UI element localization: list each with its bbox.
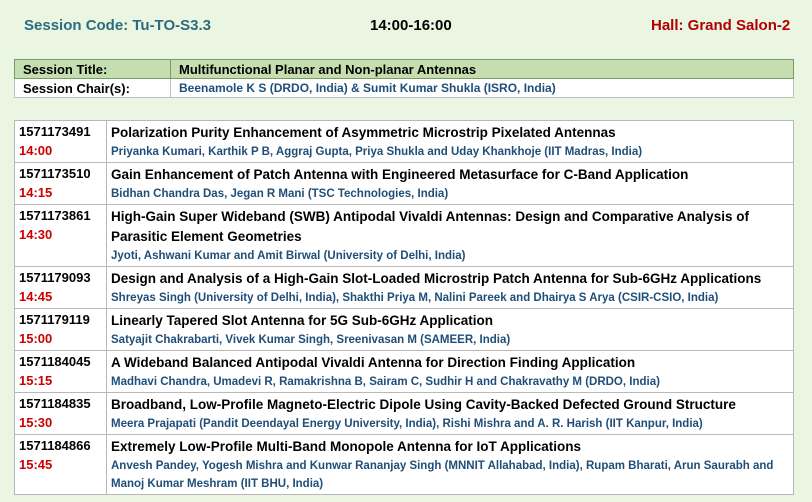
paper-time: 15:30 bbox=[19, 415, 53, 430]
paper-row bbox=[15, 121, 794, 163]
session-chair-label: Session Chair(s): bbox=[15, 79, 171, 98]
session-title-value: Multifunctional Planar and Non-planar Antennas bbox=[171, 60, 794, 79]
paper-time: 14:00 bbox=[19, 143, 53, 158]
paper-authors: Satyajit Chakrabarti, Vivek Kumar Singh, Sreenivasan M (SAMEER, India) bbox=[111, 334, 511, 346]
paper-row bbox=[15, 393, 794, 435]
paper-time: 15:00 bbox=[19, 331, 53, 346]
paper-id: 1571173861 bbox=[19, 208, 91, 223]
paper-id: 1571179093 bbox=[19, 270, 91, 285]
paper-row bbox=[15, 351, 794, 393]
paper-id: 1571173491 bbox=[19, 124, 91, 139]
paper-title: Polarization Purity Enhancement of Asymmetric Microstrip Pixelated Antennas bbox=[111, 125, 616, 140]
paper-title: High-Gain Super Wideband (SWB) Antipodal Vivaldi Antennas: Design and Comparative Analysis of Parasitic Element Geometries bbox=[111, 209, 749, 244]
session-hall: Hall: Grand Salon-2 bbox=[651, 17, 791, 34]
paper-id: 1571179119 bbox=[19, 312, 90, 327]
paper-time: 14:15 bbox=[19, 185, 53, 200]
session-title-row bbox=[15, 60, 794, 79]
paper-id: 1571184045 bbox=[19, 354, 91, 369]
paper-authors: Shreyas Singh (University of Delhi, India), Shakthi Priya M, Nalini Pareek and Dhairya S Arya (CSIR-CSIO, India) bbox=[111, 292, 719, 304]
paper-title: Extremely Low-Profile Multi-Band Monopole Antenna for IoT Applications bbox=[111, 439, 582, 454]
paper-authors: Meera Prajapati (Pandit Deendayal Energy University, India), Rishi Mishra and A. R. Harish (IIT Kanpur, India) bbox=[111, 418, 703, 430]
paper-time: 14:45 bbox=[19, 289, 53, 304]
paper-id: 1571184866 bbox=[19, 438, 91, 453]
paper-title: Broadband, Low-Profile Magneto-Electric Dipole Using Cavity-Backed Defected Ground Structure bbox=[111, 397, 736, 412]
paper-title: Linearly Tapered Slot Antenna for 5G Sub-6GHz Application bbox=[111, 313, 494, 328]
paper-time: 15:45 bbox=[19, 457, 53, 472]
papers-table bbox=[14, 120, 794, 495]
session-header bbox=[0, 0, 812, 52]
paper-authors: Priyanka Kumari, Karthik P B, Aggraj Gupta, Priya Shukla and Uday Khankhoje (IIT Madras, India) bbox=[111, 146, 643, 158]
session-title-label: Session Title: bbox=[15, 60, 171, 79]
paper-authors: Madhavi Chandra, Umadevi R, Ramakrishna B, Sairam C, Sudhir H and Chakravathy M (DRDO, India) bbox=[111, 376, 660, 388]
paper-authors: Anvesh Pandey, Yogesh Mishra and Kunwar Rananjay Singh (MNNIT Allahabad, India), Rupam Bharati, Arun Saurabh and Manoj Kumar Meshram (IIT BHU, India) bbox=[111, 460, 774, 490]
paper-authors: Bidhan Chandra Das, Jegan R Mani (TSC Technologies, India) bbox=[111, 188, 449, 200]
paper-time: 15:15 bbox=[19, 373, 53, 388]
paper-title: Design and Analysis of a High-Gain Slot-Loaded Microstrip Patch Antenna for Sub-6GHz Applications bbox=[111, 271, 762, 286]
session-chair-row bbox=[15, 79, 794, 98]
paper-time: 14:30 bbox=[19, 227, 53, 242]
session-info-table bbox=[14, 59, 794, 98]
paper-row bbox=[15, 309, 794, 351]
paper-row bbox=[15, 267, 794, 309]
paper-authors: Jyoti, Ashwani Kumar and Amit Birwal (University of Delhi, India) bbox=[111, 250, 466, 262]
paper-row bbox=[15, 163, 794, 205]
paper-id: 1571173510 bbox=[19, 166, 91, 181]
paper-title: Gain Enhancement of Patch Antenna with Engineered Metasurface for C-Band Application bbox=[111, 167, 689, 182]
paper-row bbox=[15, 435, 794, 495]
paper-id: 1571184835 bbox=[19, 396, 91, 411]
paper-row bbox=[15, 205, 794, 267]
paper-title: A Wideband Balanced Antipodal Vivaldi Antenna for Direction Finding Application bbox=[111, 355, 636, 370]
session-chair-value: Beenamole K S (DRDO, India) & Sumit Kumar Shukla (ISRO, India) bbox=[171, 79, 794, 98]
session-code: Session Code: Tu-TO-S3.3 bbox=[24, 17, 211, 34]
session-time: 14:00-16:00 bbox=[370, 17, 452, 34]
